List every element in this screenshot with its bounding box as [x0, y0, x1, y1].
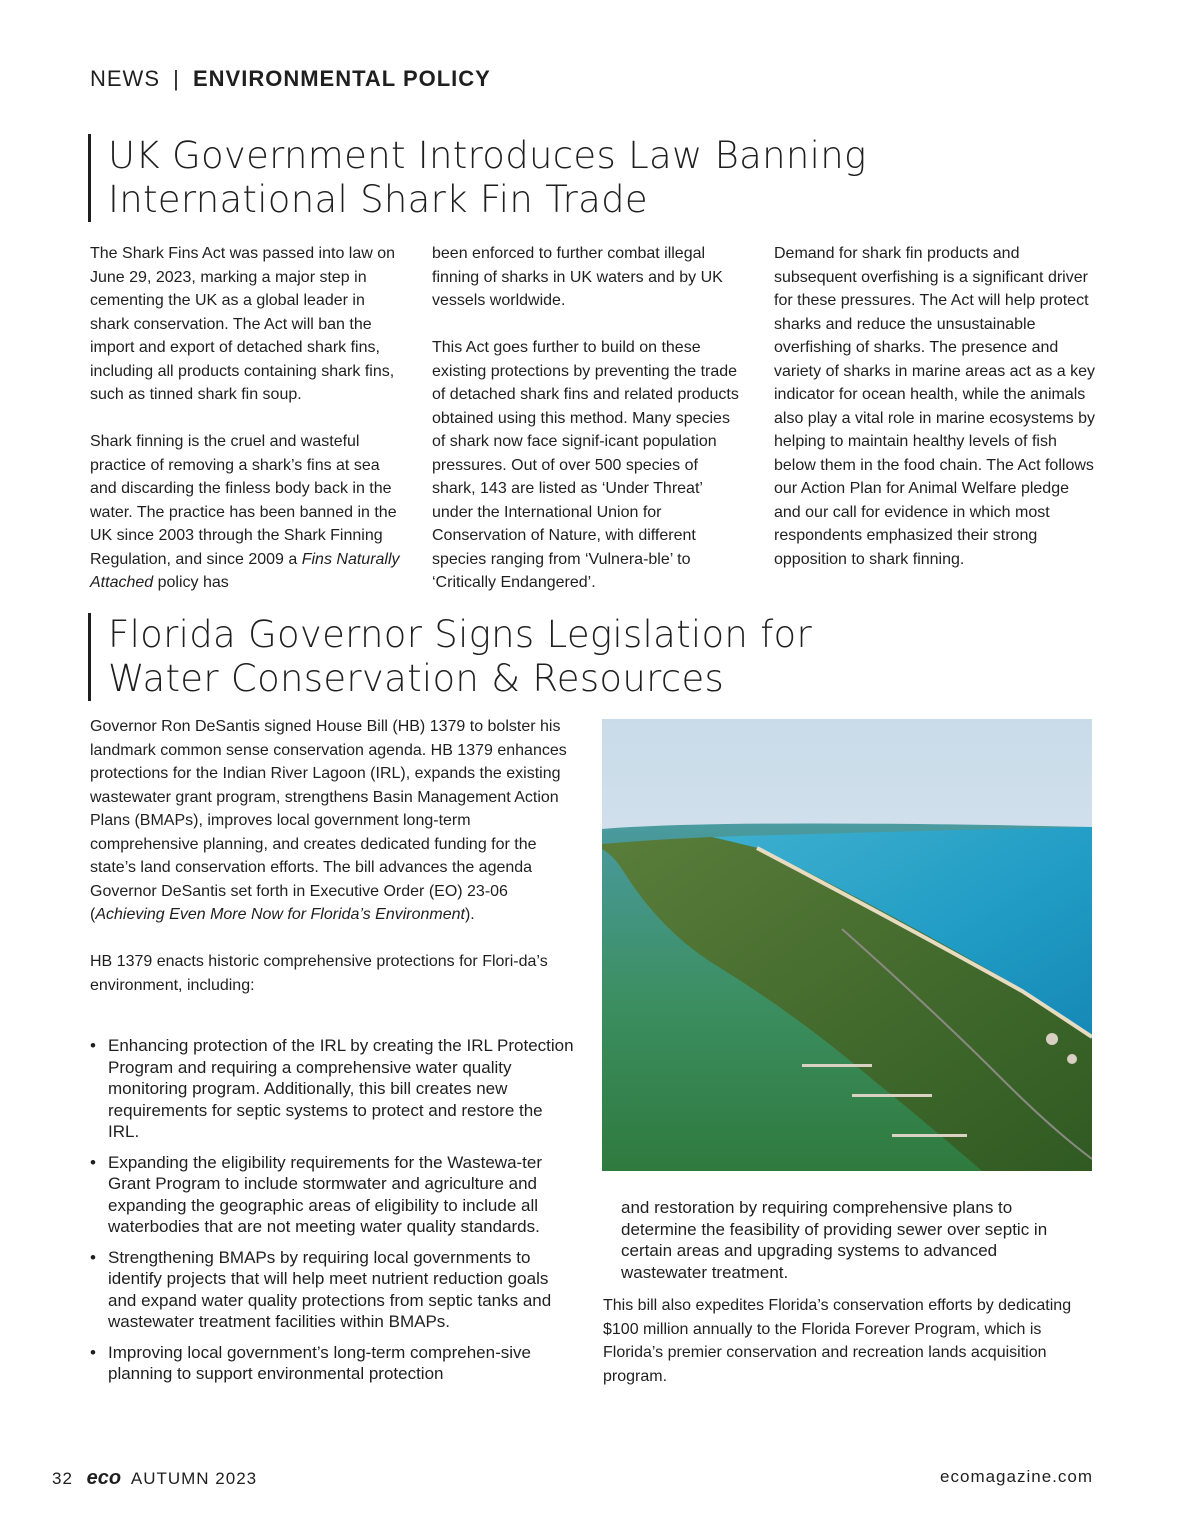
policy-name: Fins Naturally Attached: [90, 550, 400, 591]
provisions-list: [90, 1035, 574, 1394]
section-separator: |: [173, 66, 180, 91]
article1-column-3: [774, 242, 1096, 571]
article2-title-line1: Florida Governor Signs Legislation for: [108, 613, 813, 656]
article1-headline: [88, 134, 866, 222]
article1-column-1: [90, 242, 408, 595]
article1-col2-paragraph1: been enforced to further combat illegal finning of sharks in UK waters and by UK vessels worldwide.: [432, 245, 723, 309]
article1-col1-paragraph2: Shark finning is the cruel and wasteful practice of removing a shark’s fins at sea and discarding the finless body back in the water. The practice has been banned in the UK since 2003 through the Shark Finning Regulation, and since 2009 a Fins Naturally Attached policy has: [90, 433, 400, 591]
article2-closing-paragraph: This bill also expedites Florida’s conservation efforts by dedicating $100 million annually to the Florida Forever Program, which is Florida’s premier conservation and recreation lands acquisition program.: [603, 1297, 1072, 1385]
list-item: • Strengthening BMAPs by requiring local governments to identify projects that will help meet nutrient reduction goals and expand water quality protections from septic tanks and wastewater treatment facilities within BMAPs.: [90, 1247, 574, 1333]
eco-logo: eco: [86, 1467, 122, 1489]
footer-website: ecomagazine.com: [940, 1467, 1093, 1486]
article2-lead: HB 1379 enacts historic comprehensive protections for Flori-da’s environment, including:: [90, 953, 548, 994]
list-item: • Expanding the eligibility requirements for the Wastewa-ter Grant Program to include stormwater and agriculture and expanding the geographic areas of eligibility to include all waterbodies that are not meeting water quality standards.: [90, 1152, 574, 1238]
section-name: NEWS: [90, 66, 160, 91]
aerial-coast-photo: [602, 719, 1092, 1171]
article1-col1-paragraph1: The Shark Fins Act was passed into law on June 29, 2023, marking a major step in cementing the UK as a global leader in shark conservation. The Act will ban the import and export of detached shark fins, including all products containing shark fins, such as tinned shark fin soup.: [90, 245, 396, 403]
list-item: • Improving local government’s long-term comprehen-sive planning to support environmental protection: [90, 1342, 574, 1385]
article2-headline: [88, 613, 812, 701]
article1-col3-paragraph1: Demand for shark fin products and subsequent overfishing is a significant driver for these pressures. The Act will help protect sharks and reduce the unsustainable overfishing of sharks. The presence and variety of sharks in marine areas act as a key indicator for ocean health, while the animals also play a vital role in marine ecosystems by helping to maintain healthy levels of fish below them in the food chain. The Act follows our Action Plan for Animal Welfare pledge and our call for evidence in which most respondents emphasized their strong opposition to shark finning.: [774, 245, 1096, 568]
section-category: ENVIRONMENTAL POLICY: [192, 66, 491, 91]
article1-col2-paragraph2: This Act goes further to build on these existing protections by preventing the trade of detached shark fins and related products obtained using this method. Many species of shark now face signif-icant population pressures. Out of over 500 species of shark, 143 are listed as ‘Under Threat’ under the International Union for Conservation of Nature, with different species ranging from ‘Vulnera-ble’ to ‘Critically Endangered’.: [432, 339, 739, 591]
page-number: 32: [52, 1469, 73, 1488]
article1-column-2: [432, 242, 744, 595]
executive-order-title: Achieving Even More Now for Florida’s Environment: [95, 906, 465, 923]
article2-title-line2: Water Conservation & Resources: [108, 657, 725, 700]
article2-intro-column: [90, 715, 580, 997]
list-item-continuation: and restoration by requiring comprehensive plans to determine the feasibility of providing sewer over septic in certain areas and upgrading systems to advanced wastewater treatment.: [621, 1198, 1048, 1282]
section-label: [90, 66, 491, 92]
list-item: • Enhancing protection of the IRL by creating the IRL Protection Program and requiring a comprehensive water quality monitoring program. Additionally, this bill creates new requirements for septic systems to protect and restore the IRL.: [90, 1035, 574, 1143]
issue-date: AUTUMN 2023: [130, 1469, 258, 1488]
footer-left: [52, 1467, 257, 1490]
article1-title-line1: UK Government Introduces Law Banning: [108, 134, 867, 177]
article2-intro: Governor Ron DeSantis signed House Bill (HB) 1379 to bolster his landmark common sense conservation agenda. HB 1379 enhances protections for the Indian River Lagoon (IRL), expands the existing wastewater grant program, strengthens Basin Management Action Plans (BMAPs), improves local government long-term comprehensive planning, and creates dedicated funding for the state’s land conservation efforts. The bill advances the agenda Governor DeSantis set forth in Executive Order (EO) 23-06 (Achieving Even More Now for Florida’s Environment).: [90, 718, 567, 923]
article1-title-line2: International Shark Fin Trade: [108, 178, 648, 221]
